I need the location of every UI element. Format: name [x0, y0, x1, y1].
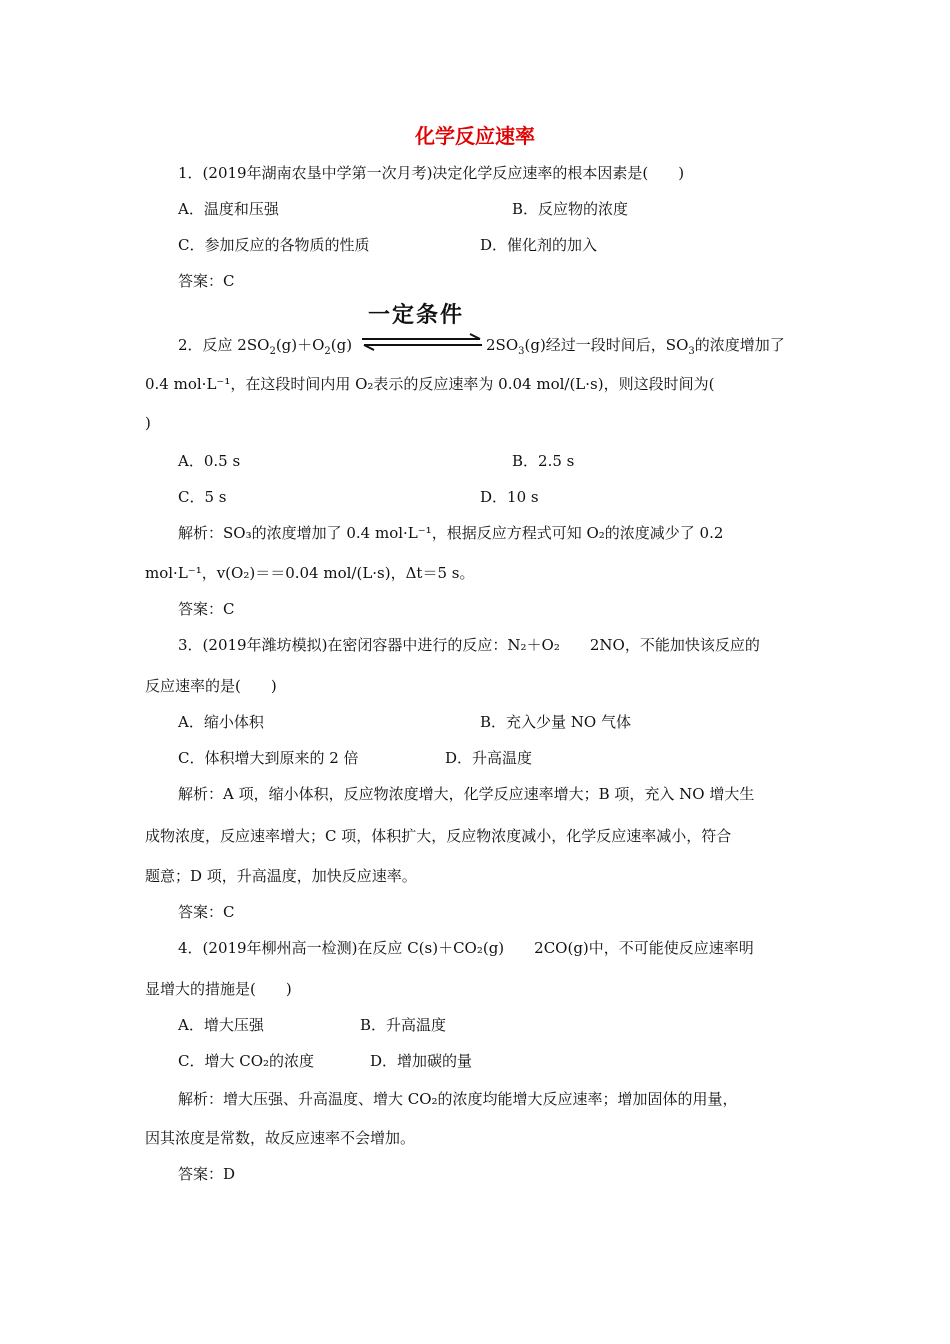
q2-option-d: D．10 s: [480, 488, 539, 506]
q3-stem-line2: 反应速率的是( ): [145, 677, 277, 695]
q1-option-a: A．温度和压强: [178, 200, 279, 218]
q3-answer: 答案：C: [178, 903, 235, 921]
q3-analysis-line2: 成物浓度，反应速率增大；C 项，体积扩大，反应物浓度减小，化学反应速率减小，符合: [145, 827, 732, 845]
equilibrium-arrow-icon: [360, 332, 484, 352]
q2-stem-line2: 0.4 mol·L⁻¹，在这段时间内用 O₂表示的反应速率为 0.04 mol/(L·s)，则这段时间为(: [145, 375, 715, 393]
q2-stem-part-d: 的浓度增加了: [694, 336, 785, 354]
q3-analysis-line1: 解析：A 项，缩小体积，反应物浓度增大，化学反应速率增大；B 项，充入 NO 增大生: [178, 785, 755, 803]
reaction-condition-label: 一定条件: [368, 302, 465, 328]
q3-option-c: C．体积增大到原来的 2 倍: [178, 749, 359, 767]
q2-stem-line3: ): [145, 414, 151, 432]
q2-stem-part-b: 2SO: [486, 336, 519, 354]
q1-stem: 1．(2019年湖南农垦中学第一次月考)决定化学反应速率的根本因素是( ): [178, 164, 685, 182]
q4-stem-line2: 显增大的措施是( ): [145, 980, 292, 998]
q1-option-c: C．参加反应的各物质的性质: [178, 236, 370, 254]
q2-analysis-line2: mol·L⁻¹，v(O₂)＝＝0.04 mol/(L·s)，Δt＝5 s。: [145, 564, 475, 582]
q3-stem-line1: 3．(2019年潍坊模拟)在密闭容器中进行的反应：N₂＋O₂ 2NO，不能加快该反应的: [178, 636, 760, 654]
q1-option-d: D．催化剂的加入: [480, 236, 598, 254]
q2-stem-part-c: (g)经过一段时间后，SO: [524, 336, 689, 354]
q2-option-c: C．5 s: [178, 488, 227, 506]
q2-answer: 答案：C: [178, 600, 235, 618]
q4-option-c: C．增大 CO₂的浓度: [178, 1052, 315, 1070]
q3-analysis-line3: 题意；D 项，升高温度，加快反应速率。: [145, 867, 417, 885]
q4-answer: 答案：D: [178, 1165, 236, 1183]
q4-analysis-line1: 解析：增大压强、升高温度、增大 CO₂的浓度均能增大反应速率；增加固体的用量，: [178, 1090, 738, 1108]
q4-option-d: D．增加碳的量: [370, 1052, 473, 1070]
page-title: 化学反应速率: [415, 124, 535, 148]
q2-stem-line1-right: $2SO_3(g)$经过一段时间后，$SO_3$的浓度增加了: [486, 336, 785, 357]
q1-answer: 答案：C: [178, 272, 235, 290]
q2-option-b: B．2.5 s: [512, 452, 575, 470]
q2-stem-part-a: 2．反应 2SO: [178, 336, 270, 354]
q3-option-a: A．缩小体积: [178, 713, 264, 731]
q4-option-b: B．升高温度: [360, 1016, 447, 1034]
q1-option-b: B．反应物的浓度: [512, 200, 629, 218]
q2-stem-line1-left: 2．反应 $2SO_2(g)+O_2(g)$: [178, 336, 353, 357]
q3-option-d: D．升高温度: [445, 749, 533, 767]
q4-analysis-line2: 因其浓度是常数，故反应速率不会增加。: [145, 1129, 416, 1147]
q3-option-b: B．充入少量 NO 气体: [480, 713, 631, 731]
q4-stem-line1: 4．(2019年柳州高一检测)在反应 C(s)＋CO₂(g) 2CO(g)中，不可能使反应速率明: [178, 939, 754, 957]
q2-option-a: A．0.5 s: [178, 452, 241, 470]
q2-analysis-line1: 解析：SO₃的浓度增加了 0.4 mol·L⁻¹，根据反应方程式可知 O₂的浓度减少了 0.2: [178, 524, 724, 542]
reaction-condition: [360, 300, 480, 356]
q4-option-a: A．增大压强: [178, 1016, 264, 1034]
